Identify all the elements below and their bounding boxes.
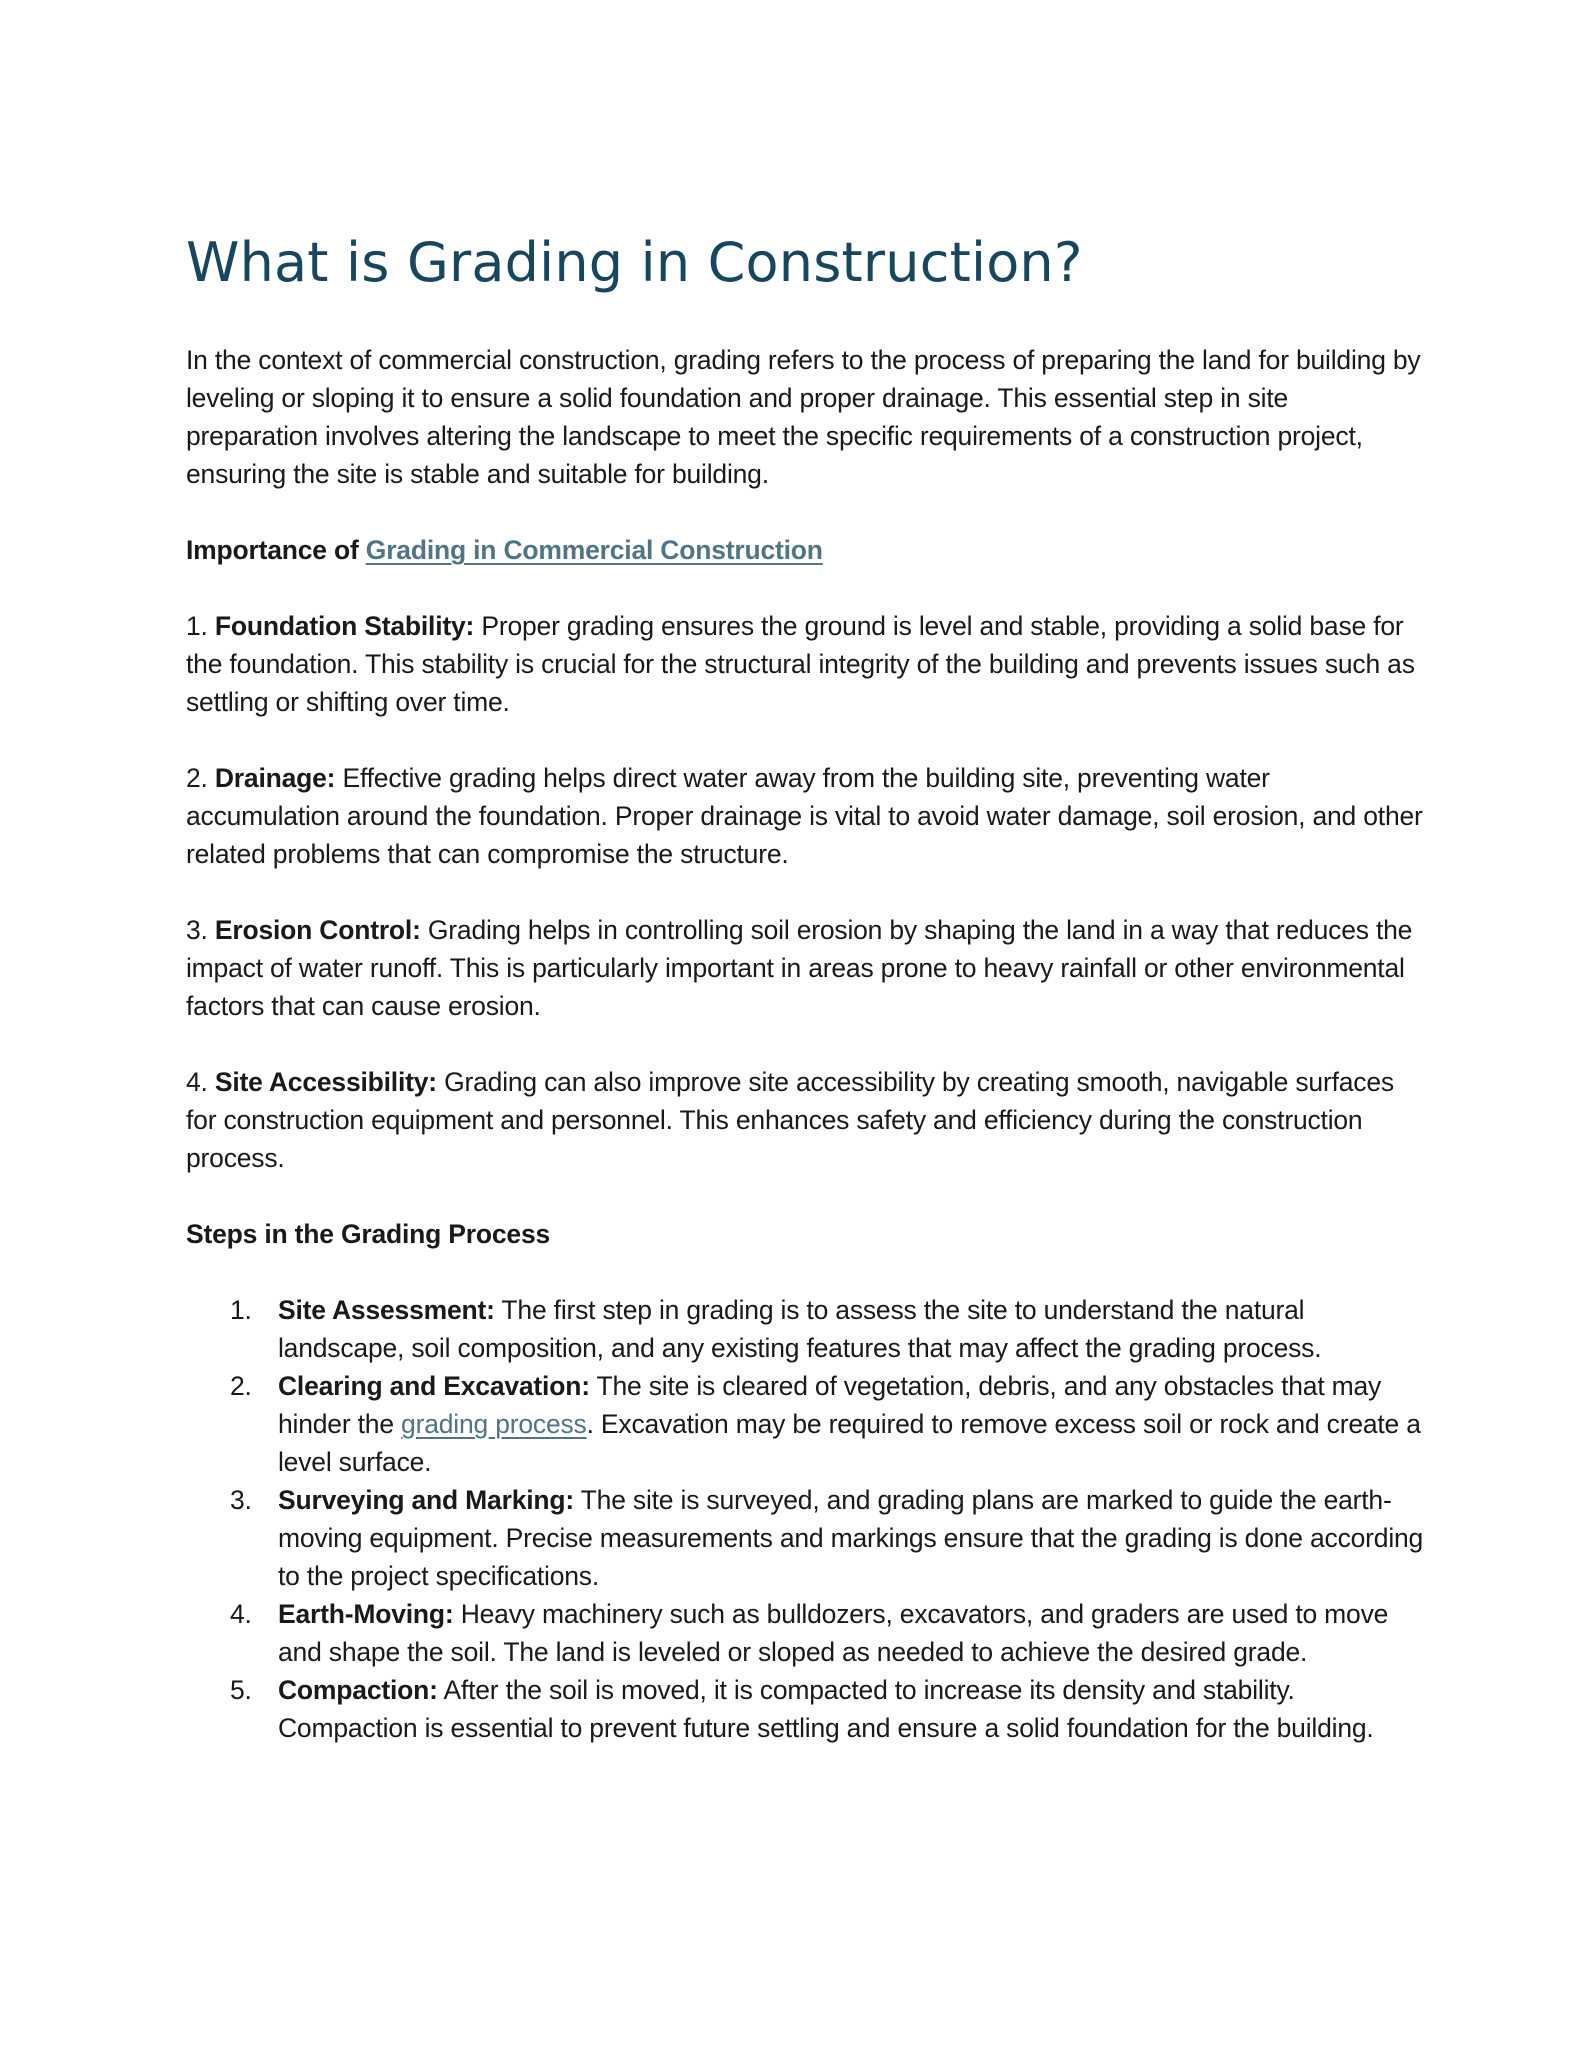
step-compaction (186, 1671, 1426, 1747)
point-label: Site Accessibility: (214, 1067, 437, 1097)
step-text: Heavy machinery such as bulldozers, excavators, and graders are used to move and shape the soil. The land is leveled or sloped as needed to achieve the desired grade. (278, 1599, 1389, 1667)
steps-list (186, 1291, 1426, 1747)
step-label: Clearing and Excavation: (278, 1371, 590, 1401)
point-text: Effective grading helps direct water away from the building site, preventing water accumulation around the foundation. Proper drainage is vital to avoid water damage, soil erosion, and other related problems that can compromise the structure. (186, 763, 1423, 869)
grading-commercial-construction-link[interactable]: Grading in Commercial Construction (365, 535, 823, 565)
step-number: 2. (230, 1371, 252, 1401)
step-text: . Excavation may be required to remove excess soil or rock and create a level surface. (278, 1409, 1421, 1477)
step-text: The site is surveyed, and grading plans are marked to guide the earth-moving equipment. Precise measurements and markings ensure that the grading is done according to the project specifications. (278, 1485, 1424, 1591)
document-page (186, 226, 1426, 1747)
point-label: Foundation Stability: (214, 611, 475, 641)
step-label: Compaction: (278, 1675, 438, 1705)
point-text: Grading helps in controlling soil erosion by shaping the land in a way that reduces the impact of water runoff. This is particularly important in areas prone to heavy rainfall or other environmental factors that can cause erosion. (186, 915, 1413, 1021)
point-number: 4. (186, 1067, 215, 1097)
point-number: 3. (186, 915, 215, 945)
step-clearing-excavation (186, 1367, 1426, 1481)
step-label: Surveying and Marking: (278, 1485, 574, 1515)
step-number: 5. (230, 1675, 252, 1705)
point-erosion-control (186, 911, 1426, 1025)
step-text: After the soil is moved, it is compacted to increase its density and stability. Compaction is essential to prevent future settling and ensure a solid foundation for the building. (278, 1675, 1374, 1743)
point-text: Proper grading ensures the ground is level and stable, providing a solid base for the foundation. This stability is crucial for the structural integrity of the building and prevents issues such as settling or shifting over time. (186, 611, 1415, 717)
step-label: Site Assessment: (278, 1295, 495, 1325)
point-label: Erosion Control: (214, 915, 421, 945)
step-number: 4. (230, 1599, 252, 1629)
point-number: 2. (186, 763, 215, 793)
step-text: The site is cleared of vegetation, debris, and any obstacles that may hinder the (278, 1371, 1382, 1439)
step-number: 3. (230, 1485, 252, 1515)
page-title: What is Grading in Construction? (186, 231, 1083, 294)
grading-process-link[interactable]: grading process (401, 1409, 587, 1439)
point-foundation-stability (186, 607, 1426, 721)
importance-heading-prefix: Importance of (186, 535, 366, 565)
importance-heading (186, 531, 1426, 569)
point-label: Drainage: (214, 763, 336, 793)
steps-heading: Steps in the Grading Process (186, 1219, 551, 1249)
step-text: The first step in grading is to assess the site to understand the natural landscape, soil composition, and any existing features that may affect the grading process. (278, 1295, 1322, 1363)
step-surveying-marking (186, 1481, 1426, 1595)
point-text: Grading can also improve site accessibility by creating smooth, navigable surfaces for construction equipment and personnel. This enhances safety and efficiency during the construction process. (186, 1067, 1394, 1173)
point-number: 1. (186, 611, 215, 641)
point-site-accessibility (186, 1063, 1426, 1177)
step-label: Earth-Moving: (278, 1599, 454, 1629)
step-earth-moving (186, 1595, 1426, 1671)
step-site-assessment (186, 1291, 1426, 1367)
intro-paragraph: In the context of commercial construction, grading refers to the process of preparing the land for building by leveling or sloping it to ensure a solid foundation and proper drainage. This essential step in site preparation involves altering the landscape to meet the specific requirements of a construction project, ensuring the site is stable and suitable for building. (186, 345, 1421, 489)
point-drainage (186, 759, 1426, 873)
step-number: 1. (230, 1295, 252, 1325)
